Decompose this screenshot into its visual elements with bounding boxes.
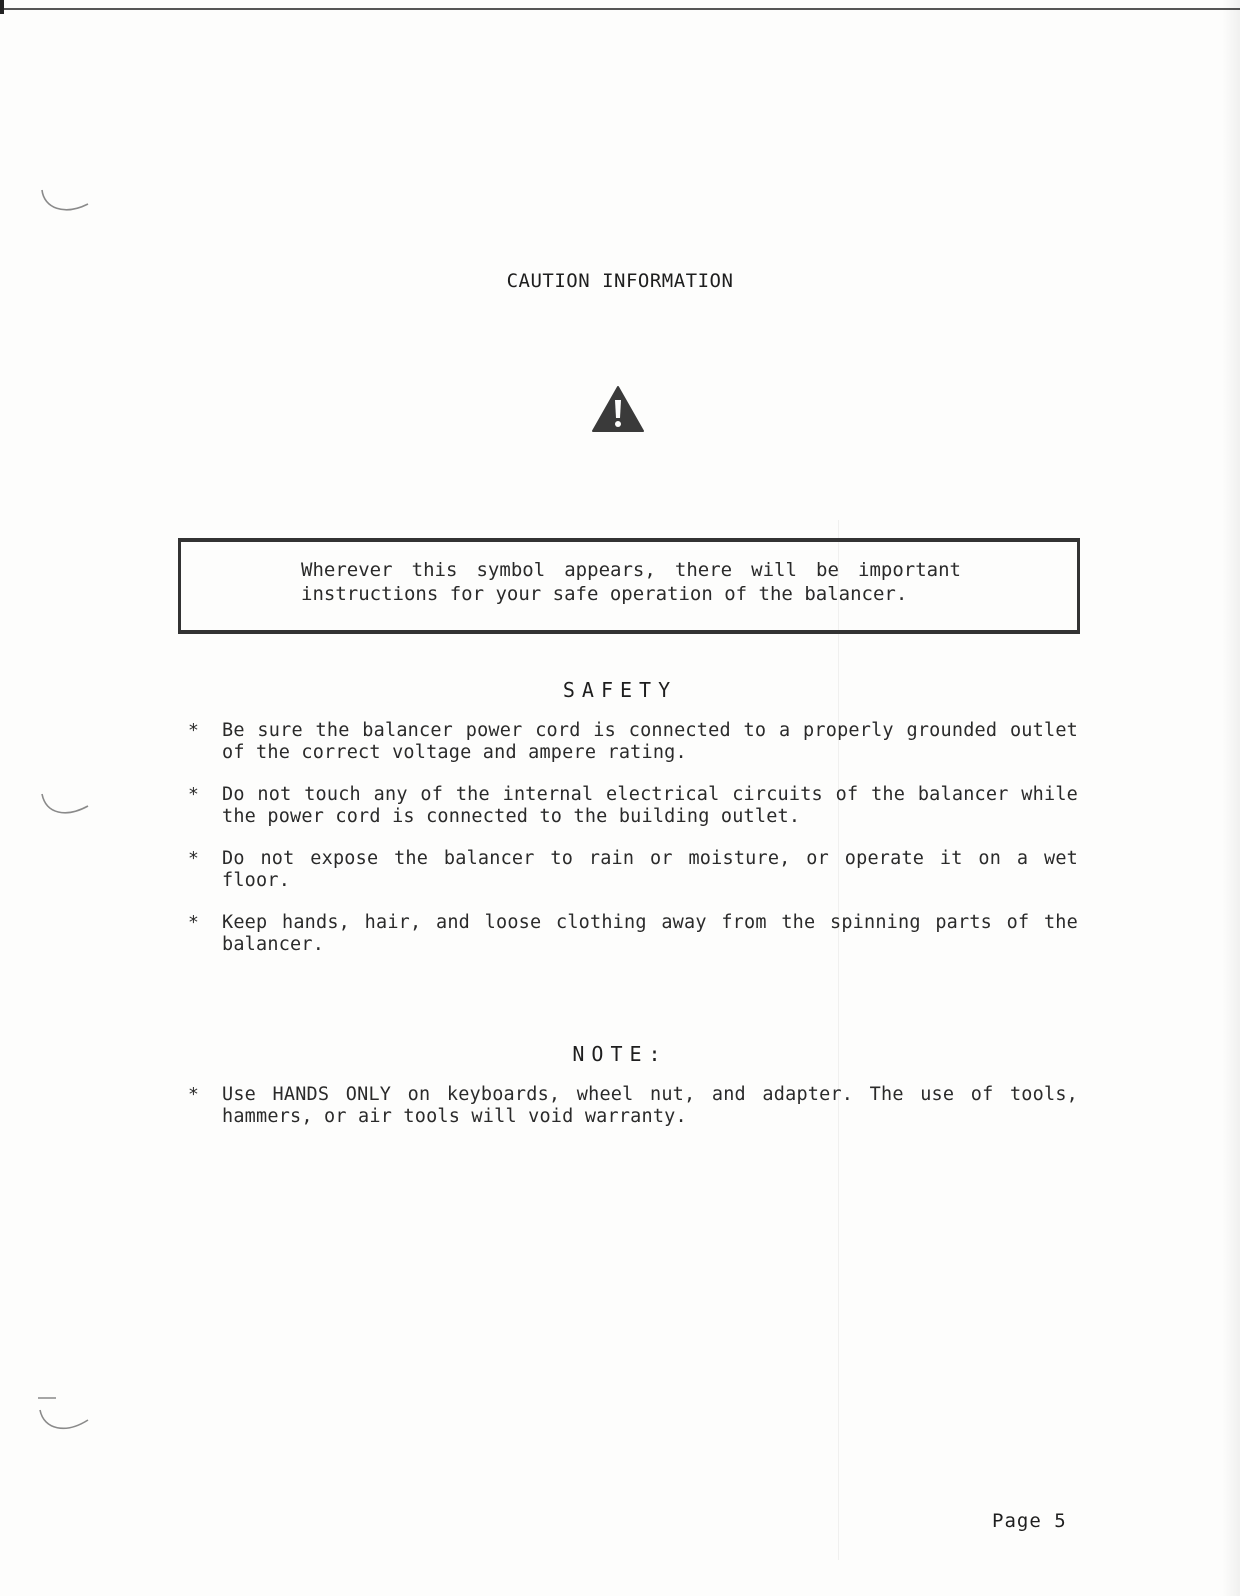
paper-fold-line [838,520,839,1560]
warning-triangle-icon [590,384,646,434]
list-item [188,912,1078,956]
list-item [188,848,1078,892]
safety-list [188,720,1078,976]
list-item [188,720,1078,764]
list-item [188,784,1078,828]
list-item-text: Keep hands, hair, and loose clothing away from the spinning parts of the balancer. [222,912,1078,955]
punch-hole-mark-bottom [34,1396,92,1436]
list-item-text: Do not expose the balancer to rain or moisture, or operate it on a wet floor. [222,848,1078,891]
bullet-marker: * [188,1084,199,1105]
scan-edge-shadow [1222,0,1240,1596]
punch-hole-mark-top [34,186,92,226]
page-title: CAUTION INFORMATION [506,270,734,292]
list-item-text: Do not touch any of the internal electrical circuits of the balancer while the power cord is connected to the building outlet. [222,784,1078,827]
top-edge-rule [0,8,1240,10]
list-item [188,1084,1078,1128]
page-number: Page 5 [992,1510,1067,1532]
bullet-marker: * [188,912,199,933]
bullet-marker: * [188,848,199,869]
bullet-marker: * [188,720,199,741]
safety-heading: SAFETY [562,678,678,702]
safety-symbol-notice-box [178,538,1080,634]
list-item-text: Be sure the balancer power cord is connected to a properly grounded outlet of the correct voltage and ampere rating. [222,720,1078,763]
list-item-text: Use HANDS ONLY on keyboards, wheel nut, and adapter. The use of tools, hammers, or air tools will void warranty. [222,1084,1078,1127]
note-heading: NOTE: [572,1042,668,1066]
note-list [188,1084,1078,1148]
bullet-marker: * [188,784,199,805]
notice-text: Wherever this symbol appears, there will be important instructions for your safe operation of the balancer. [301,559,961,605]
punch-hole-mark-middle [34,786,92,826]
scan-edge-mark [0,0,4,14]
